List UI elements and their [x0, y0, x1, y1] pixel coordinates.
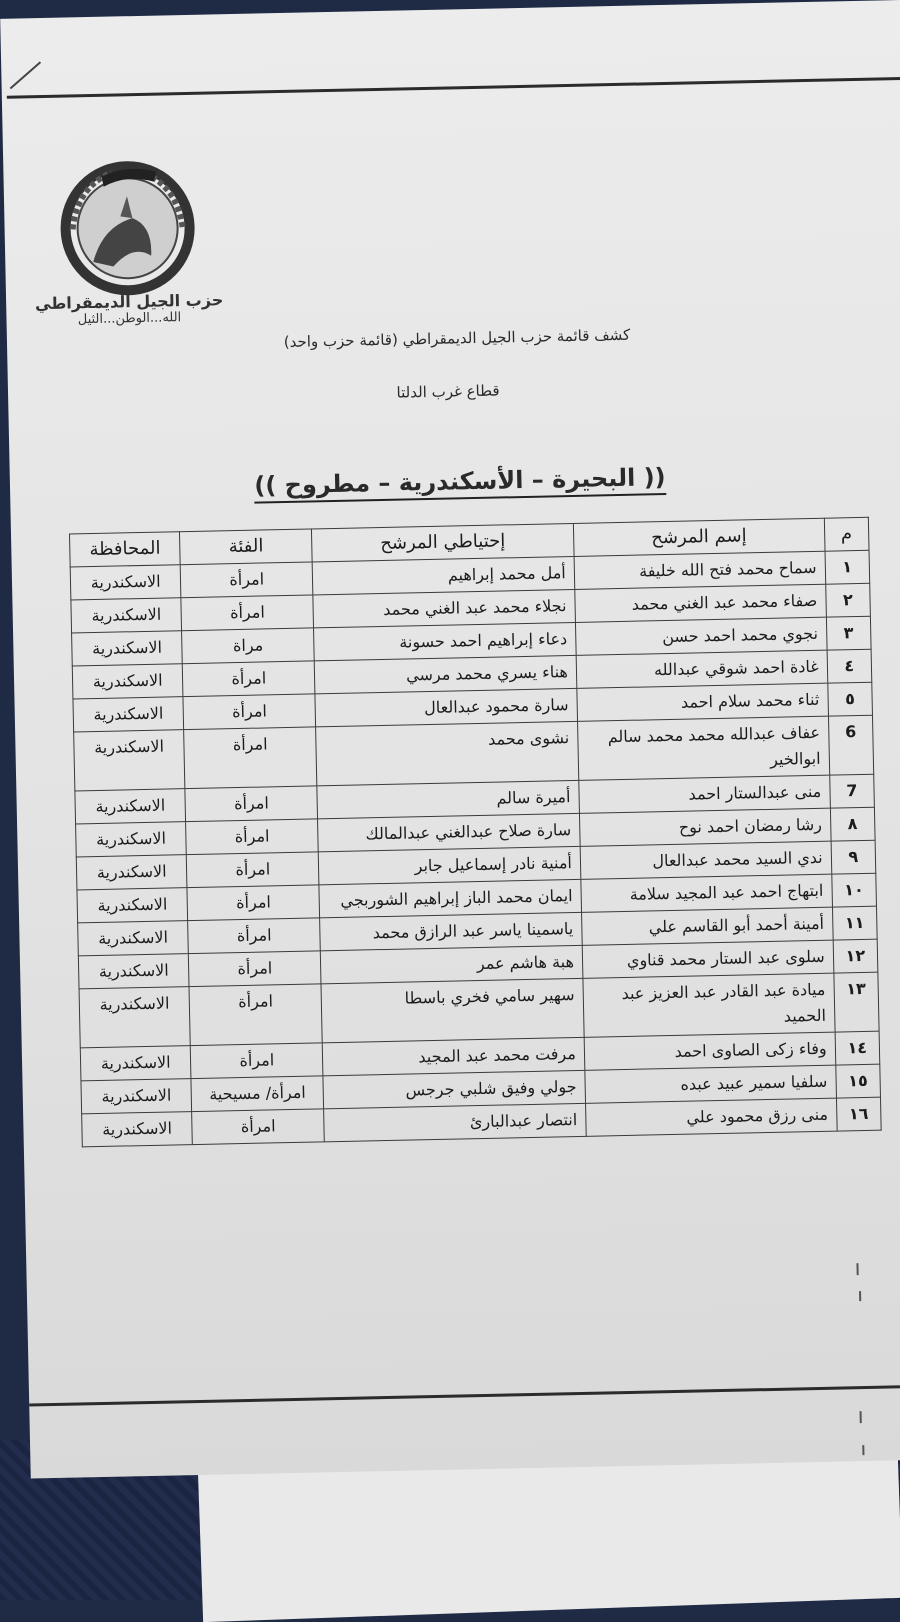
margin-mark — [856, 1263, 858, 1275]
governorate: الاسكندرية — [71, 598, 182, 633]
row-number: ٢ — [825, 583, 870, 617]
category: امرأة — [191, 1043, 324, 1079]
row-number: ١ — [825, 550, 870, 584]
governorate: الاسكندرية — [74, 730, 186, 791]
alternate-name: سهير سامي فخري باسطا — [321, 978, 584, 1042]
row-number: ٣ — [826, 616, 871, 650]
row-number: 7 — [829, 774, 874, 808]
row-number: ١١ — [832, 906, 877, 940]
category: امرأة — [192, 1109, 325, 1145]
row-number: ١٠ — [831, 873, 876, 907]
margin-mark — [862, 1445, 864, 1455]
candidate-name: ميادة عبد القادر عبد العزيز عبد الحميد — [583, 973, 835, 1037]
alternate-name: ياسمينا ياسر عبد الرازق محمد — [320, 912, 582, 950]
col-category: الفئة — [180, 529, 313, 565]
top-rule — [7, 77, 900, 99]
party-logo — [31, 154, 225, 328]
row-number: ٥ — [827, 682, 872, 716]
category: امرأة — [183, 661, 316, 697]
sector-title: قطاع غرب الدلتا — [396, 381, 500, 402]
governorate: الاسكندرية — [72, 664, 183, 699]
category: امرأة — [188, 918, 321, 954]
alternate-name: أميرة سالم — [317, 780, 579, 818]
alternate-name: نجلاء محمد عبد الغني محمد — [313, 589, 575, 627]
category: امرأة — [189, 984, 322, 1046]
alternate-name: مرفت محمد عبد المجيد — [322, 1037, 584, 1075]
governorate: الاسكندرية — [73, 697, 184, 732]
party-logo-slogan: الله...الوطن...الثيل — [77, 310, 182, 328]
candidate-name: أمينة أحمد أبو القاسم علي — [581, 907, 832, 945]
governorate: الاسكندرية — [78, 954, 189, 989]
governorate: الاسكندرية — [72, 631, 183, 666]
governorate: الاسكندرية — [76, 822, 187, 857]
col-candidate-name: إسم المرشح — [573, 518, 824, 556]
candidate-name: وفاء زكى الصاوى احمد — [584, 1032, 835, 1070]
category: امرأة — [180, 562, 313, 598]
candidate-name: عفاف عبدالله محمد محمد سالم ابوالخير — [577, 716, 829, 780]
alternate-name: سارة محمود عبدالعال — [315, 688, 577, 726]
governorate: الاسكندرية — [75, 789, 186, 824]
row-number: ٤ — [827, 649, 872, 683]
margin-mark — [859, 1291, 861, 1301]
category: امرأة — [187, 852, 320, 888]
alternate-name: انتصار عبدالبارئ — [324, 1103, 586, 1141]
party-logo-name: حزب الجيل الديمقراطي — [34, 290, 224, 314]
governorate: الاسكندرية — [80, 1046, 191, 1081]
alternate-name: هبة هاشم عمر — [320, 945, 582, 983]
row-number: ١٥ — [835, 1064, 880, 1098]
row-number: ١٣ — [834, 972, 880, 1032]
category: امرأة — [189, 951, 322, 987]
party-emblem-icon — [31, 154, 224, 298]
category: امرأة — [181, 595, 314, 631]
candidate-name: سلفيا سمير عبيد عبده — [585, 1065, 836, 1103]
bottom-rule — [29, 1385, 900, 1407]
row-number: ٩ — [831, 840, 876, 874]
candidate-name: غادة احمد شوقي عبدالله — [576, 650, 827, 688]
alternate-name: أمنية نادر إسماعيل جابر — [318, 846, 580, 884]
col-number: م — [824, 517, 869, 551]
candidate-name: ابتهاج احمد عبد المجيد سلامة — [581, 874, 832, 912]
governorate: الاسكندرية — [81, 1079, 192, 1114]
row-number: ١٢ — [833, 939, 878, 973]
alternate-name: أمل محمد إبراهيم — [312, 556, 574, 594]
col-alternate: إحتياطي المرشح — [312, 523, 574, 561]
category: امرأة — [183, 694, 316, 730]
alternate-name: دعاء إبراهيم احمد حسونة — [314, 622, 576, 660]
candidates-table — [69, 517, 882, 1148]
candidate-name: سماح محمد فتح الله خليفة — [574, 551, 825, 589]
region-title — [230, 463, 690, 501]
category: امرأة/ مسيحية — [191, 1076, 324, 1112]
category: امرأة — [186, 819, 319, 855]
candidate-name: ثناء محمد سلام احمد — [577, 683, 828, 721]
row-number: 6 — [828, 715, 874, 775]
region-title-text: (( البحيرة – الأسكندرية – مطروح )) — [254, 463, 666, 504]
candidate-name: صفاء محمد عبد الغني محمد — [575, 584, 826, 622]
category: مراة — [182, 628, 315, 664]
category: امرأة — [184, 727, 317, 789]
row-number: ١٦ — [836, 1097, 881, 1131]
category: امرأة — [185, 786, 318, 822]
col-governorate: المحافظة — [70, 532, 181, 567]
candidate-name: منى عبدالستار احمد — [579, 775, 830, 813]
alternate-name: سارة صلاح عبدالغني عبدالمالك — [318, 813, 580, 851]
governorate: الاسكندرية — [70, 565, 181, 600]
governorate: الاسكندرية — [79, 987, 191, 1048]
margin-mark — [860, 1411, 862, 1423]
candidate-name: منى رزق محمود علي — [585, 1098, 836, 1136]
corner-mark — [10, 61, 41, 89]
candidate-name: ندي السيد محمد عبدالعال — [580, 841, 831, 879]
alternate-name: جولي وفيق شلبي جرجس — [323, 1070, 585, 1108]
governorate: الاسكندرية — [77, 888, 188, 923]
row-number: ٨ — [830, 807, 875, 841]
governorate: الاسكندرية — [78, 921, 189, 956]
document-title: كشف قائمة حزب الجيل الديمقراطي (قائمة حزب واحد) — [283, 325, 631, 351]
alternate-name: ايمان محمد الباز إبراهيم الشوربجي — [319, 879, 581, 917]
alternate-name: هناء يسري محمد مرسي — [314, 655, 576, 693]
alternate-name: نشوى محمد — [316, 721, 579, 785]
governorate: الاسكندرية — [76, 855, 187, 890]
category: امرأة — [187, 885, 320, 921]
candidate-name: سلوى عبد الستار محمد قناوي — [582, 940, 833, 978]
governorate: الاسكندرية — [82, 1112, 193, 1147]
candidate-name: نجوي محمد احمد حسن — [575, 617, 826, 655]
candidate-name: رشا رمضان احمد نوح — [579, 808, 830, 846]
row-number: ١٤ — [835, 1031, 880, 1065]
